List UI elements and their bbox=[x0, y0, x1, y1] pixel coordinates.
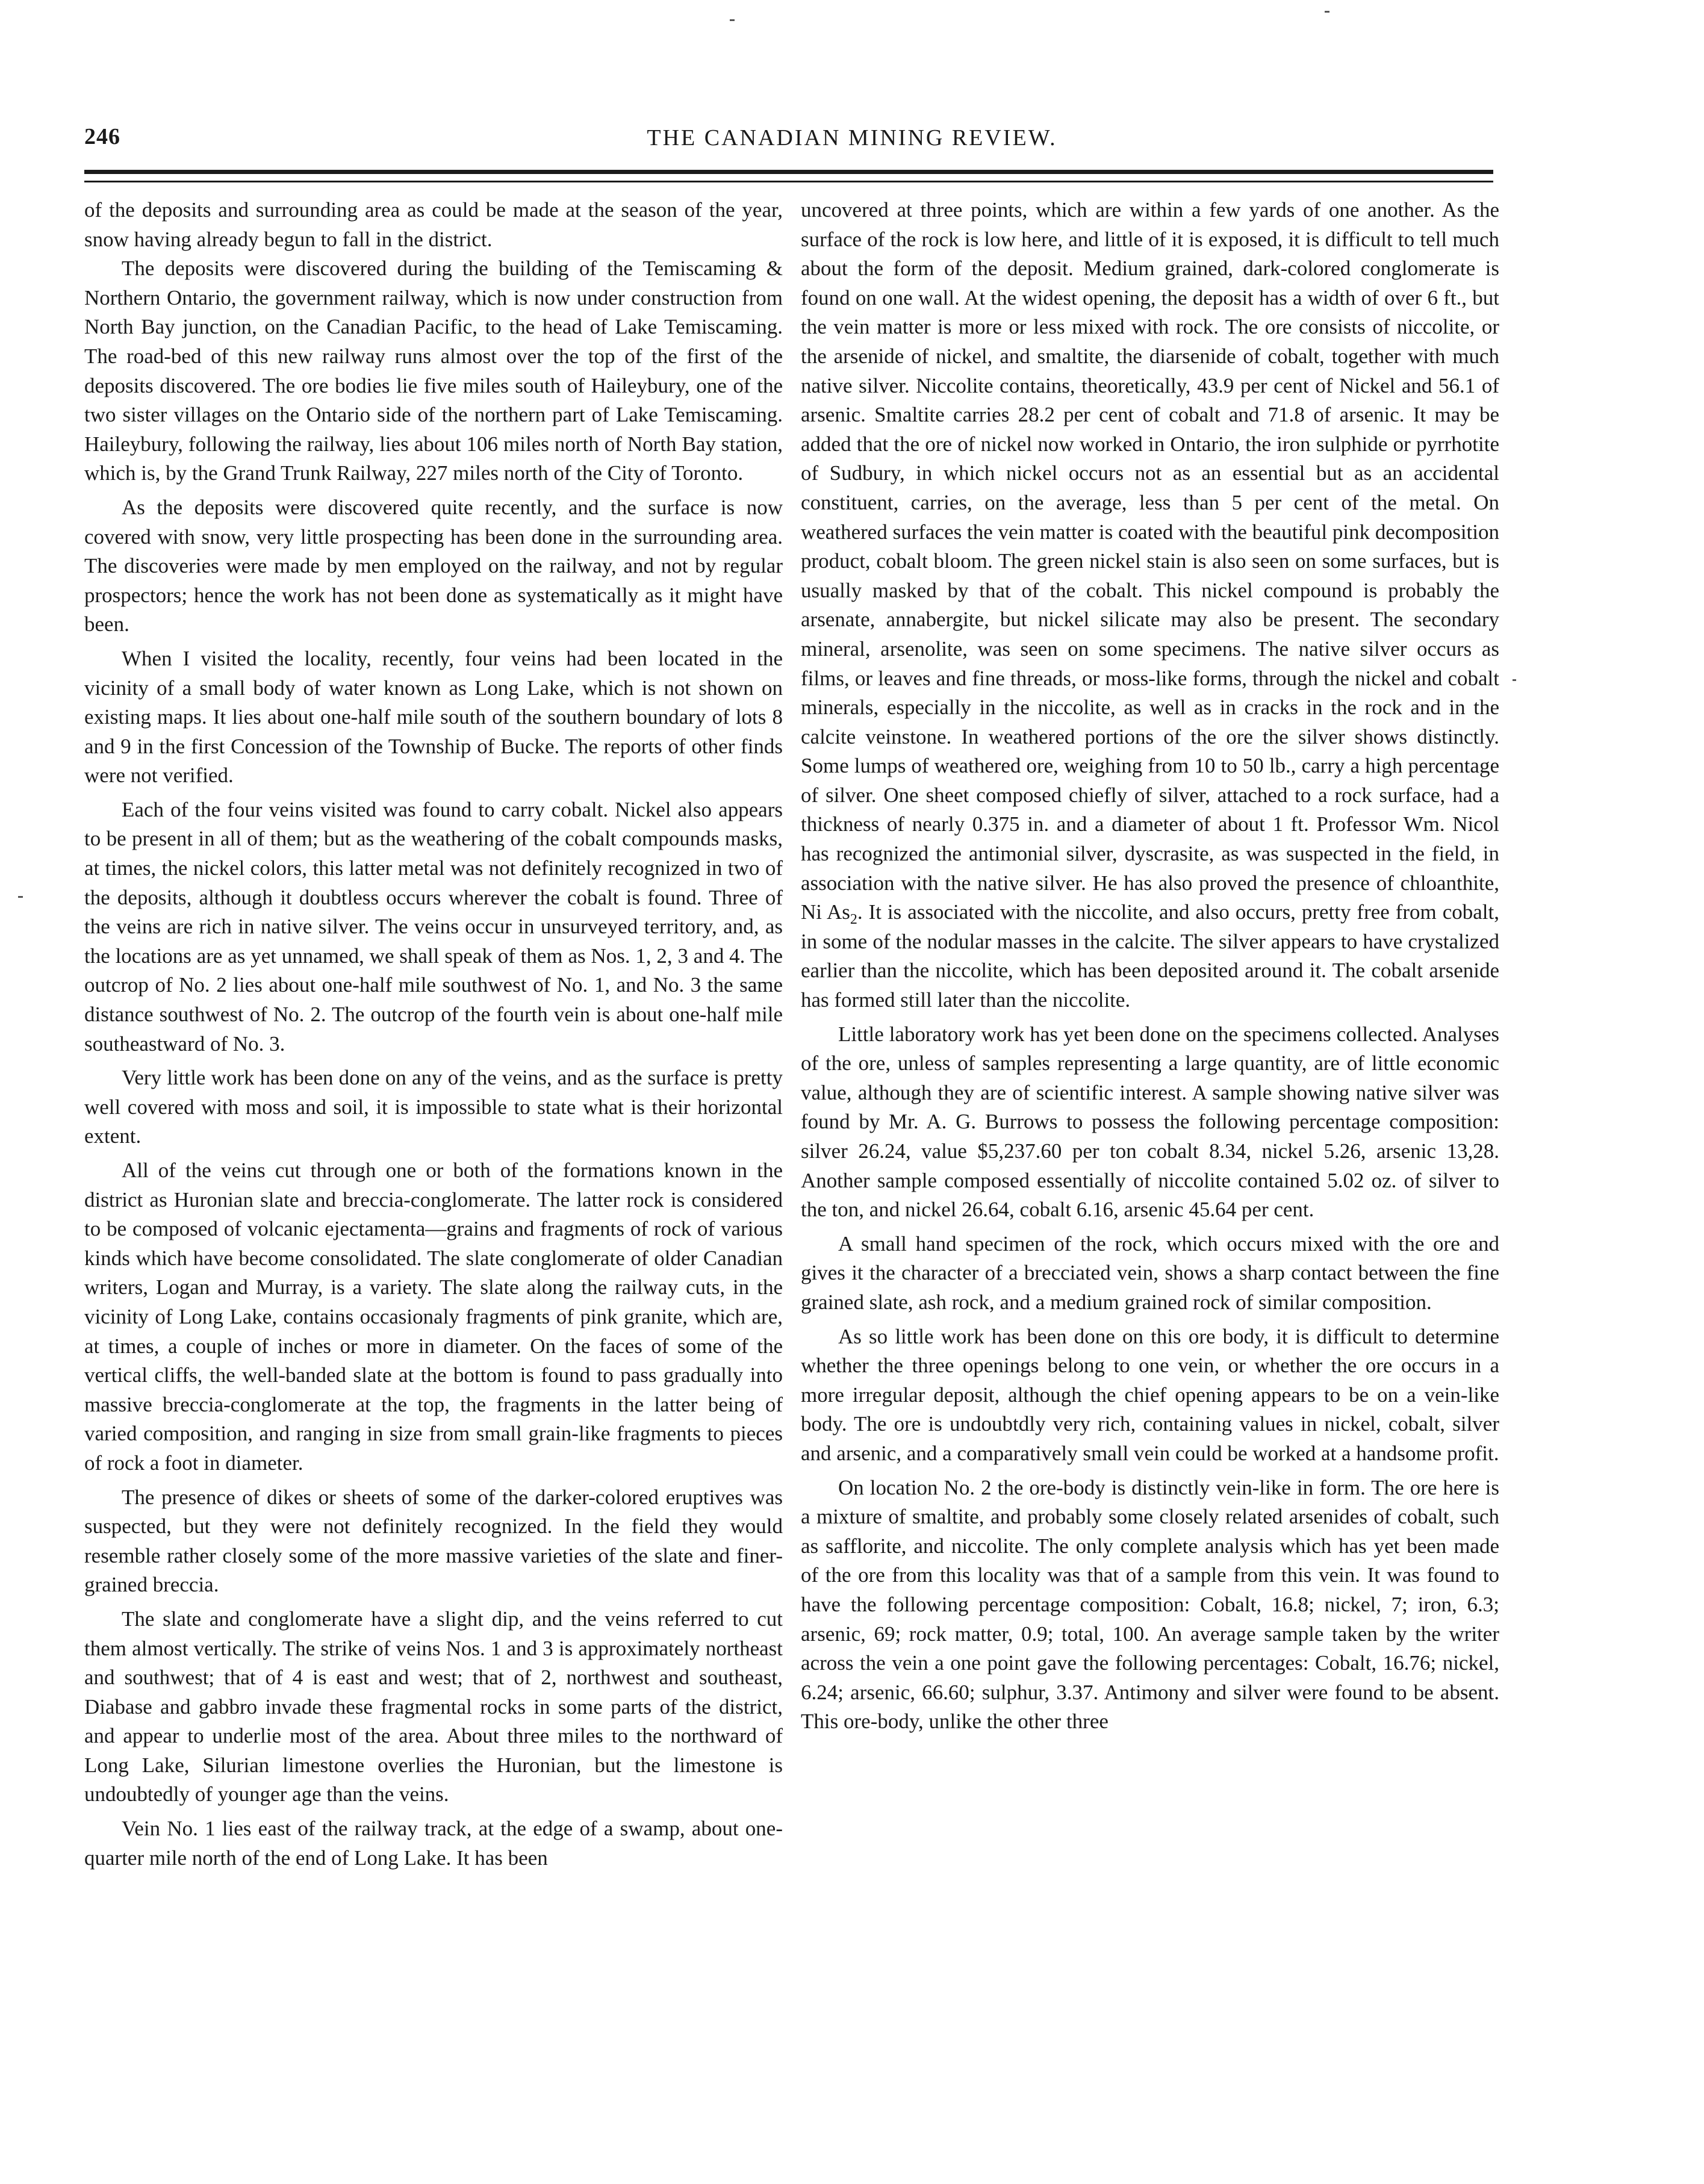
print-speck bbox=[730, 19, 735, 21]
print-speck bbox=[18, 896, 23, 898]
paragraph: of the deposits and surrounding area as could be made at the season of the year, snow having already begun to fall in the district. bbox=[84, 198, 783, 251]
paragraph bbox=[801, 196, 1499, 1015]
header-rule-thin bbox=[84, 181, 1493, 182]
paragraph: As the deposits were discovered quite recently, and the surface is now covered with snow, very little prospecting has been done in the surrounding area. The discoveries were made by men employed on the railway, and not by regular prospectors; hence the work has not been done as systematically as it might have been. bbox=[84, 495, 783, 636]
left-column bbox=[84, 196, 783, 1873]
paragraph: Vein No. 1 lies east of the railway track, at the edge of a swamp, about one-quarter mile north of the end of Long Lake. It has been bbox=[84, 1817, 783, 1870]
paragraph: Very little work has been done on any of the veins, and as the surface is pretty well covered with moss and soil, it is impossible to state what is their horizontal extent. bbox=[84, 1066, 783, 1148]
header-rule-thick bbox=[84, 170, 1493, 174]
running-header-title: THE CANADIAN MINING REVIEW. bbox=[647, 125, 1057, 151]
paragraph: The deposits were discovered during the building of the Temiscaming & Northern Ontario, the government railway, which is now under construction from North Bay junction, on the Canadian Pacific, to the head of Lake Temiscaming. The road-bed of this new railway runs almost over the top of the first of the deposits discovered. The ore bodies lie five miles south of Haileybury, one of the two sister villages on the Ontario side of the northern part of Lake Temiscaming. Haileybury, following the railway, lies about 106 miles north of North Bay station, which is, by the Grand Trunk Railway, 227 miles north of the City of Toronto. bbox=[84, 257, 783, 485]
paragraph: Each of the four veins visited was found to carry cobalt. Nickel also appears to be present in all of them; but as the weathering of the cobalt compounds masks, at times, the nickel colors, this latter metal was not definitely recognized in two of the deposits, although it doubtless occurs wherever the cobalt is found. Three of the veins are rich in native silver. The veins occur in unsurveyed territory, and, as the locations are as yet unnamed, we shall speak of them as Nos. 1, 2, 3 and 4. The outcrop of No. 2 lies about one-half mile southwest of No. 1, and No. 3 the same distance southwest of No. 2. The outcrop of the fourth vein is about one-half mile southeastward of No. 3. bbox=[84, 797, 783, 1056]
paragraph: The presence of dikes or sheets of some of the darker-colored eruptives was suspected, but they were not definitely recognized. In the field they would resemble rather closely some of the more massive varieties of the slate and finer-grained breccia. bbox=[84, 1485, 783, 1597]
paragraph-text: . It is associated with the niccolite, and also occurs, pretty free from cobalt, in some of the nodular masses in the calcite. The silver appears to have crystalized earlier than the niccolite, which has been deposited around it. The cobalt arsenide has formed still later than the niccolite. bbox=[801, 900, 1499, 1012]
print-speck bbox=[1513, 679, 1516, 681]
paragraph: When I visited the locality, recently, four veins had been located in the vicinity of a small body of water known as Long Lake, which is not shown on existing maps. It lies about one-half mile south of the southern boundary of lots 8 and 9 in the first Concession of the Township of Bucke. The reports of other finds were not verified. bbox=[84, 646, 783, 788]
paragraph: All of the veins cut through one or both of the formations known in the district as Huronian slate and breccia-conglomerate. The latter rock is considered to be composed of volcanic ejectamenta—grains and fragments of rock of various kinds which have become consolidated. The slate conglomerate of older Canadian writers, Logan and Murray, is a variety. The slate along the railway cuts, in the vicinity of Long Lake, contains occasionaly fragments of pink granite, which are, at times, a couple of inches or more in diameter. On the faces of some of the vertical cliffs, the well-banded slate at the bottom is found to pass gradually into massive breccia-conglomerate at the top, the fragments in the latter being of varied composition, and ranging in size from small grain-like fragments to pieces of rock a foot in diameter. bbox=[84, 1159, 783, 1475]
page-number: 246 bbox=[84, 124, 120, 149]
subscript: 2 bbox=[850, 912, 857, 928]
paragraph: As so little work has been done on this ore body, it is difficult to determine whether the three openings belong to one vein, or whether the ore occurs in a more irregular deposit, although the chief opening appears to be on a vein-like body. The ore is undoubtdly very rich, containing values in nickel, cobalt, silver and arsenic, and a comparatively small vein could be worked at a handsome profit. bbox=[801, 1324, 1499, 1465]
right-column bbox=[801, 196, 1499, 1737]
paragraph-text: uncovered at three points, which are within a few yards of one another. As the surface of the rock is low here, and little of it is exposed, it is difficult to tell much about the form of the deposit. Medium grained, dark-colored conglomerate is found on one wall. At the widest opening, the deposit has a width of over 6 ft., but the vein matter is more or less mixed with rock. The ore consists of niccolite, or the arsenide of nickel, and smaltite, the diarsenide of cobalt, together with much native silver. Niccolite contains, theoretically, 43.9 per cent of Nickel and 56.1 of arsenic. Smaltite carries 28.2 per cent of cobalt and 71.8 of arsenic. It may be added that the ore of nickel now worked in Ontario, the iron sulphide or pyrrhotite of Sudbury, in which nickel occurs not as an essential but as an accidental constituent, carries, on the average, less than 5 per cent of the metal. On weathered surfaces the vein matter is coated with the beautiful pink decomposition product, cobalt bloom. The green nickel stain is also seen on some surfaces, but is usually masked by that of the cobalt. This nickel compound is probably the arsenate, annabergite, but nickel silicate may also be present. The secondary mineral, arsenolite, was seen on some specimens. The native silver occurs as films, or leaves and fine threads, or moss-like forms, through the nickel and cobalt minerals, especially in the niccolite, as well as in cracks in the rock and in the calcite veinstone. In weathered portions of the ore the silver shows distinctly. Some lumps of weathered ore, weighing from 10 to 50 lb., carry a high percentage of silver. One sheet composed chiefly of silver, attached to a rock surface, had a thickness of nearly 0.375 in. and a diameter of about 1 ft. Professor Wm. Nicol has recognized the antimonial silver, dyscrasite, as was suspected in the field, in association with the native silver. He has also proved the presence of chloanthite, Ni As bbox=[801, 198, 1499, 924]
paragraph: A small hand specimen of the rock, which occurs mixed with the ore and gives it the character of a brecciated vein, shows a sharp contact between the fine grained slate, ash rock, and a medium grained rock of similar composition. bbox=[801, 1231, 1499, 1314]
paragraph: The slate and conglomerate have a slight dip, and the veins referred to cut them almost vertically. The strike of veins Nos. 1 and 3 is approximately northeast and southwest; that of 4 is east and west; that of 2, northwest and southeast, Diabase and gabbro invade these fragmental rocks in some parts of the district, and appear to underlie most of the area. About three miles to the northward of Long Lake, Silurian limestone overlies the Huronian, but the limestone is undoubtedly of younger age than the veins. bbox=[84, 1607, 783, 1806]
paragraph: On location No. 2 the ore-body is distinctly vein-like in form. The ore here is a mixture of smaltite, and probably some closely related arsenides of cobalt, such as safflorite, and niccolite. The only complete analysis which has yet been made of the ore from this locality was that of a sample from this vein. It was found to have the following percentage composition: Cobalt, 16.8; nickel, 7; iron, 6.3; arsenic, 69; rock matter, 0.9; total, 100. An average sample taken by the writer across the vein a one point gave the following percentages: Cobalt, 16.76; nickel, 6.24; arsenic, 66.60; sulphur, 3.37. Antimony and silver were found to be absent. This ore-body, unlike the other three bbox=[801, 1475, 1499, 1734]
print-speck bbox=[1325, 11, 1329, 13]
paragraph: Little laboratory work has yet been done on the specimens collected. Analyses of the ore, unless of samples representing a large quantity, are of little economic value, although they are of scientific interest. A sample showing native silver was found by Mr. A. G. Burrows to possess the following percentage composition: silver 26.24, value $5,237.60 per ton cobalt 8.34, nickel 5.26, arsenic 13,28. Another sample composed essentially of niccolite contained 5.02 oz. of silver to the ton, and nickel 26.64, cobalt 6.16, arsenic 45.64 per cent. bbox=[801, 1022, 1499, 1222]
